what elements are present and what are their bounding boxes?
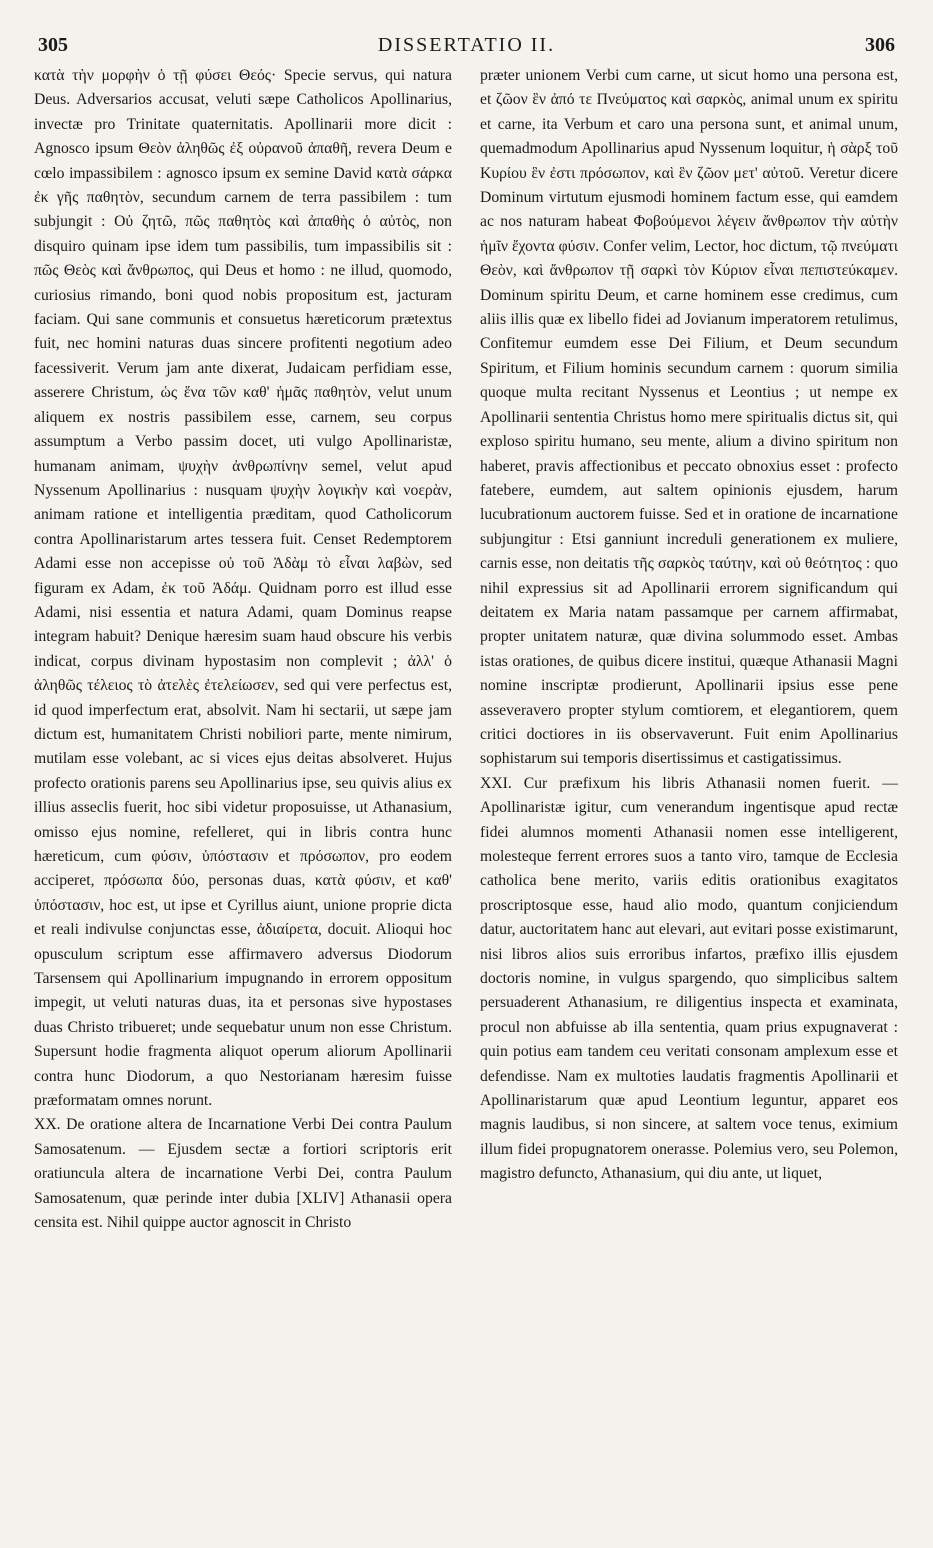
page-number-left: 305 <box>38 34 68 56</box>
running-title: DISSERTATIO II. <box>377 34 556 56</box>
section-xxi-paragraph: XXI. Cur præfixum his libris Athanasii nomen fuerit. — Apollinaristæ igitur, cum venerandum ingentisque apud rectæ fidei alumnos momenti Athanasii nomen esse intelligerent, molesteque ferrent errores suos a tanto viro, tamque de Ecclesia catholica bene merito, variis editis orationibus exagitatos proscriptosque esse, haud alio modo, quantum conjiciendum datur, auctoritatem hanc aut elevari, aut evitari posse existimarunt, nisi libros alios suis erroribus infartos, præfixo illis ejusdem doctoris nomine, in vulgus spargendo, quo simplicibus saltem persuaderent Athanasium, re diligentius inspecta et examinata, procul non abfuisse ab illa sententia, quam prius expugnaverat : quin potius eam tandem ceu veritati consonam amplexum esse et defendisse. Nam ex multoties laudatis fragmentis Apollinarii et Apollinaristarum quæ apud Leontium leguntur, apparet eos magnis laudibus, si non sincere, at saltem voce tenus, eximium illum fidei propugnatorem onerasse. Polemius vero, seu Polemon, magistro defuncto, Athanasium, qui diu ante, ut liquet, <box>480 774 898 1183</box>
running-head <box>38 34 895 62</box>
left-column <box>34 64 452 1236</box>
left-paragraph-1: κατὰ τὴν μορφὴν ὁ τῇ φύσει Θεός· Specie servus, qui natura Deus. Adversarios accusat, veluti sæpe Catholicos Apollinarius, invectæ pro Trinitate quaternitatis. Apollinarii more dicit : Agnosco ipsum Θεὸν ἀληθῶς ἐξ οὐρανοῦ ἀπαθῆ, revera Deum e cœlo impassibilem : agnosco ipsum ex semine David κατὰ σάρκα ἐκ γῆς παθητὸν, secundum carnem de terra passibilem : tum subjungit : Οὐ ζητῶ, πῶς παθητὸς καὶ ἀπαθὴς ὁ αὐτὸς, non disquiro quinam ipse idem tum passibilis, tum impassibilis sit : πῶς Θεὸς καὶ ἄνθρωπος, qui Deus et homo : ne illud, quomodo, curiosius rimando, boni quod nobis propositum est, jacturam faciam. Qui sane communis et consuetus hæreticorum prætextus fuit, nec homini naturas duas sincere profitenti negotium adeo facessiverit. Verum jam ante dixerat, Judaicam perfidiam esse, asserere Christum, ὡς ἕνα τῶν καθ' ἡμᾶς παθητὸν, velut unum aliquem ex nostris passibilem esse, carnem, seu corpus assumptum a Verbo passim docet, uti vulgo Apollinaristæ, humanam animam, ψυχὴν ἀνθρωπίνην semel, velut apud Nyssenum Apollinarius : nusquam ψυχὴν λογικὴν καὶ νοερὰν, animam ratione et intelligentia præditam, quod Catholicorum contra Apollinaristarum artes tessera fuit. Censet Redemptorem Adami esse non accepisse οὐ τοῦ Ἀδὰμ τὸ εἶναι λαβὼν, sed figuram ex Adam, ἐκ τοῦ Ἀδάμ. Quidnam porro est illud esse Adami, nisi essentia et natura Adami, quam Dominus reapse integram habuit? Denique hæresim suam haud obscure his verbis indicat, corpus divinam hypostasim non complevit ; ἀλλ' ὁ ἀληθῶς τέλειος τὸ ἀτελὲς ἐτελείωσεν, sed qui vere perfectus est, id quod imperfectum erat, absolvit. Nam hi sectarii, ut sæpe jam dictum est, humanitatem Christi nobiliori parte, mente nimirum, mutilam esse volebant, ac si vices ejus deitas absolveret. Hujus profecto orationis parens seu Apollinarius ipse, seu quivis alius ex illius asseclis fuerit, hoc sibi videtur proposuisse, ut Athanasium, omisso ejus nomine, refelleret, qui in libris contra hunc hæreticum, cum φύσιν, ὑπόστασιν et πρόσωπον, pro eodem acciperet, πρόσωπα δύο, personas duas, κατὰ φύσιν, et καθ' ὑπόστασιν, hoc est, ut ipse et Cyrillus aiunt, unione proprie dicta et reali indivulse conjunctas esse, ἀδιαίρετα, docuit. Alioqui hoc opusculum scriptum esse affirmavero adversus Diodorum Tarsensem qui Apollinarium impugnando in errorem oppositum impegit, ut veluti naturas duas, ita et personas sive hypostases duas Christo tribueret; unde sequebatur unum non esse Christum. Supersunt hodie fragmenta aliquot operum aliorum Apollinarii contra hunc Diodorum, a quo Nestorianam hæresim fuisse præformatam omnes norunt. <box>34 67 452 1110</box>
page-number-right: 306 <box>865 34 895 56</box>
right-paragraph-1: præter unionem Verbi cum carne, ut sicut homo una persona est, et ζῶον ἓν ἀπό τε Πνεύματος καὶ σαρκὸς, animal unum ex spiritu et carne, ita Verbum et caro una persona sunt, et animal unum, quemadmodum Apollinarius apud Nyssenum loquitur, ἡ σὰρξ τοῦ Κυρίου ἓν ἐστι πρόσωπον, καὶ ἓν ζῶον μετ' αὐτοῦ. Veretur dicere Dominum virtutum ejusmodi hominem factum esse, qui eamdem ac nos naturam habeat Φοβούμενοι λέγειν ἄνθρωπον τὴν αὐτὴν ἡμῖν ἔχοντα φύσιν. Confer velim, Lector, hoc dictum, τῷ πνεύματι Θεὸν, καὶ ἄνθρωπον τῇ σαρκὶ τὸν Κύριον εἶναι πεπιστεύκαμεν. Dominum spiritu Deum, et carne hominem esse credimus, cum aliis illis quæ ex libello fidei ad Jovianum imperatorem retulimus, Confitemur eumdem esse Dei Filium, et Deum secundum Spiritum, et Filium hominis secundum carnem : quorum similia quoque multa recitant Nyssenus et Leontius ; ut nempe ex Apollinarii sententia Christus homo mere spiritualis dictus sit, qui exploso spiritu humano, seu mente, alium a divino spiritum non haberet, pravis affectionibus et peccato obnoxius esset : profecto fatebere, eumdem, aut saltem opinionis ejusdem, harum lucubrationum auctorem fuisse. Sed et in oratione de incarnatione subjungitur : Etsi ganniunt increduli generationem ex muliere, carnis esse, non deitatis τῆς σαρκὸς ταύτην, καὶ οὐ θεότητος : quo nihil expressius sit ad Apollinarii errorem significandum qui deitatem ex Maria natam passamque per carnem affirmabat, propter unitatem naturæ, quæ divina solummodo esset. Ambas istas orationes, de quibus dicere institui, quæque Athanasii Magni nomine inscriptæ prodierunt, Apollinarii ipsius esse pene asseveravero propter stylum comtiorem, et elegantiorem, quem critici doctiores in iis observaverunt. Fuit enim Apollinarius sophistarum sui temporis disertissimus et castigatissimus. <box>480 67 898 768</box>
right-column <box>480 64 898 1187</box>
section-xx-paragraph: XX. De oratione altera de Incarnatione Verbi Dei contra Paulum Samosatenum. — Ejusdem sectæ a fortiori scriptoris erit oratiuncula altera de incarnatione Verbi Dei, contra Paulum Samosatenum, quæ perinde inter dubia [XLIV] Athanasii opera censita est. Nihil quippe auctor agnoscit in Christo <box>34 1116 452 1232</box>
